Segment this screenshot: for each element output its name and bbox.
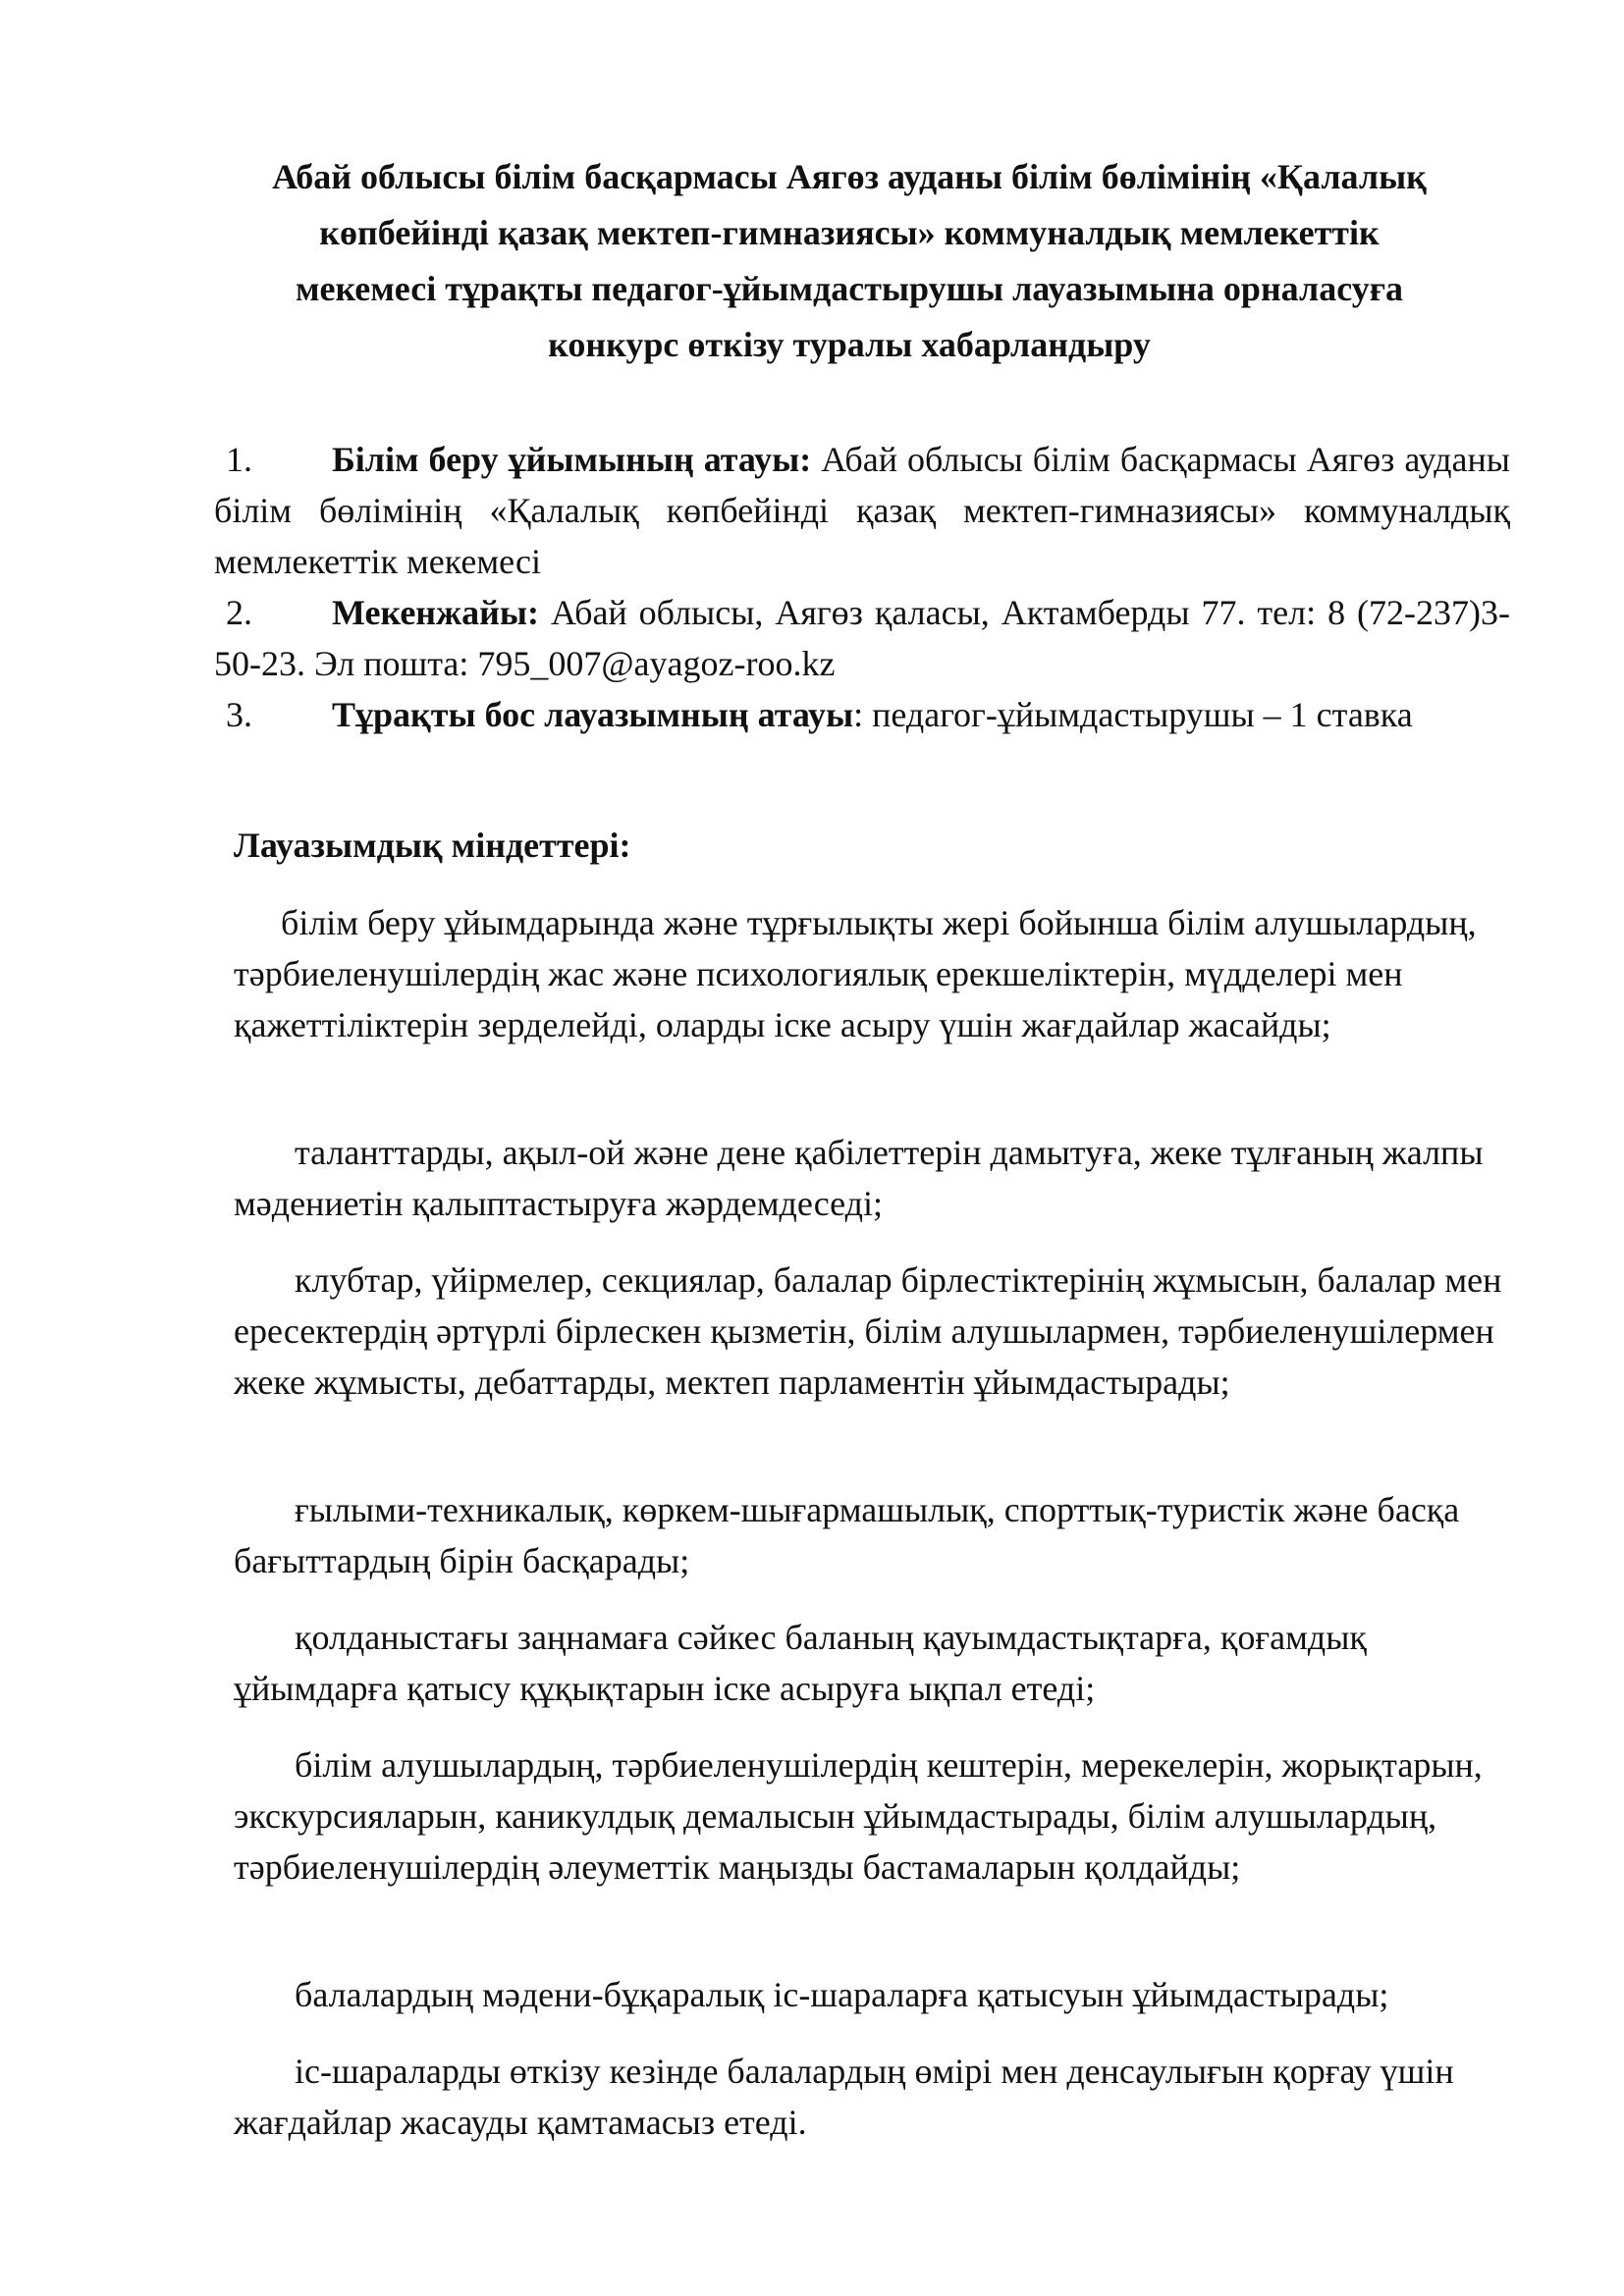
duty-paragraph: таланттарды, ақыл-ой және дене қабілеттерін дамытуға, жеке тұлғаның жалпы мәдениетін қалыптастыруға жәрдемдеседі; <box>234 1133 1484 1223</box>
duty-paragraph: іс-шараларды өткізу кезінде балалардың өмірі мен денсаулығын қорғау үшін жағдайлар жасауды қамтамасыз етеді. <box>234 2052 1454 2142</box>
field-body <box>214 689 1510 740</box>
duty-paragraph: қолданыстағы заңнамаға сәйкес баланың қауымдастықтарға, қоғамдық ұйымдарға қатысу құқықтарын іске асыруға ықпал етеді; <box>234 1618 1367 1708</box>
field-value: : педагог-ұйымдастырушы – 1 ставка <box>853 695 1413 734</box>
field-value: Абай облысы білім басқармасы Аягөз ауданы білім бөлімінің «Қалалық көпбейінді қазақ мектеп-гимназиясы» коммуналдық мемлекеттік мекемесі <box>214 440 1510 581</box>
field-label: Білім беру ұйымының атауы: <box>332 440 812 479</box>
duties-heading: Лауазымдық міндеттері: <box>234 826 631 865</box>
field-body <box>214 587 1510 689</box>
field-address <box>214 587 1510 689</box>
field-organization-name <box>214 434 1510 587</box>
field-number: 3. <box>226 695 252 734</box>
field-label: Тұрақты бос лауазымның атауы <box>332 695 854 734</box>
title-line: Абай облысы білім басқармасы Аягөз ауданы білім бөлімінің «Қалалық <box>272 157 1427 196</box>
duty-paragraph: балалардың мәдени-бұқаралық іс-шараларға қатысуын ұйымдастырады; <box>295 1975 1389 2014</box>
field-number: 1. <box>226 440 252 479</box>
title-line: мекемесі тұрақты педагог-ұйымдастырушы лауазымына орналасуға <box>295 269 1404 308</box>
field-number: 2. <box>226 593 252 632</box>
duty-paragraph: білім алушылардың, тәрбиеленушілердің кештерін, мерекелерін, жорықтарын, экскурсияларын, каникулдық демалысын ұйымдастырады, білім алушылардың, тәрбиеленушілердің әлеуметтік маңызды бастамаларын қолдайды; <box>234 1745 1483 1887</box>
title-line: көпбейінді қазақ мектеп-гимназиясы» коммуналдық мемлекеттік <box>319 213 1380 252</box>
duty-paragraph: ғылыми-техникалық, көркем-шығармашылық, спорттық-туристік және басқа бағыттардың бірін басқарады; <box>234 1490 1460 1580</box>
duty-paragraph: клубтар, үйірмелер, секциялар, балалар бірлестіктерінің жұмысын, балалар мен ересектердің әртүрлі бірлескен қызметін, білім алушылармен, тәрбиеленушілермен жеке жұмысты, дебаттарды, мектеп парламентін ұйымдастырады; <box>234 1260 1502 1402</box>
field-vacancy-name <box>214 689 1510 740</box>
field-label: Мекенжайы: <box>332 593 539 632</box>
field-body <box>214 434 1510 587</box>
field-value: Абай облысы, Аягөз қаласы, Актамберды 77. тел: 8 (72-237)3-50-23. Эл пошта: 795_007@ayagoz-roo.kz <box>214 593 1510 683</box>
announcement-title <box>211 149 1488 373</box>
title-line: конкурс өткізу туралы хабарландыру <box>548 325 1151 364</box>
duty-paragraph: білім беру ұйымдарында және тұрғылықты жері бойынша білім алушылардың, тәрбиеленушілердің жас және психологиялық ерекшеліктерін, мүдделері мен қажеттіліктерін зерделейді, оларды іске асыру үшін жағдайлар жасайды; <box>234 903 1477 1044</box>
